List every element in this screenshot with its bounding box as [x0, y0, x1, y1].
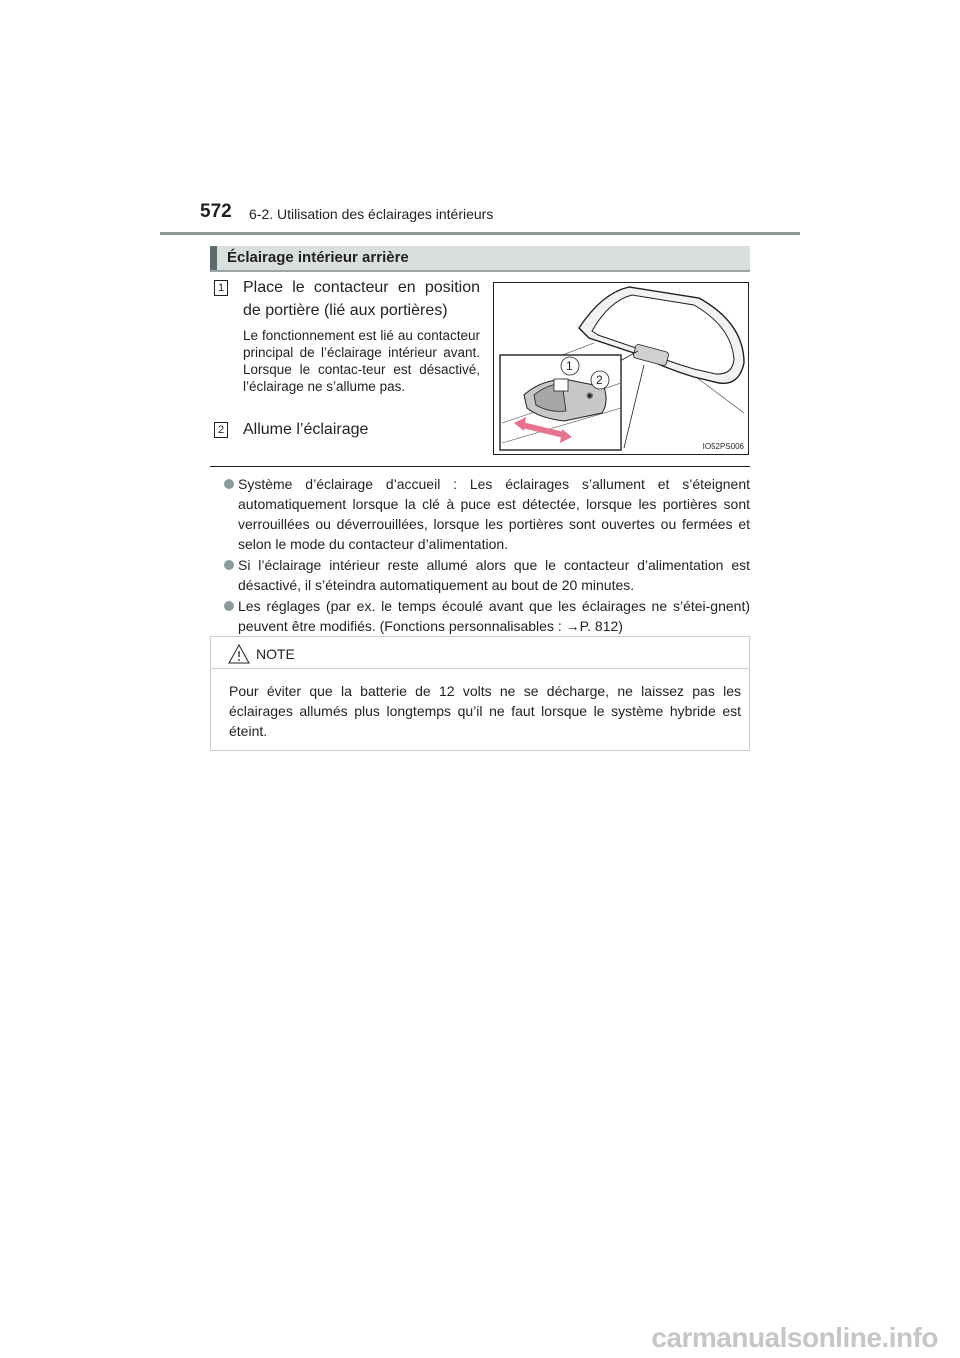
- callout-1: 1: [566, 359, 573, 373]
- note-header: [211, 637, 749, 669]
- bullet-text: Si l’éclairage intérieur reste allumé alors que le contacteur d’alimentation est désactivé, il s’éteindra automatiquement au bout de 20 minutes.: [238, 557, 750, 593]
- page-number: 572: [200, 201, 232, 222]
- bullet-dot-icon: [224, 479, 234, 489]
- rear-interior-light-drawing: [494, 283, 748, 454]
- bullet-text: Système d’éclairage d’accueil : Les éclairages s’allument et s’éteignent automatiquement lorsque la clé à puce est détectée, lorsque les portières sont verrouillées ou déverrouillées, lorsque les portières sont ouvertes ou fermées et selon le mode du contacteur d’alimentation.: [238, 476, 750, 552]
- item-2-title: Allume l’éclairage: [243, 421, 369, 438]
- header-rule: [160, 232, 800, 235]
- bullet-welcome-lighting: [224, 474, 750, 554]
- note-label: NOTE: [256, 646, 295, 662]
- heading-text: Éclairage intérieur arrière: [227, 249, 409, 266]
- item-1-number: 1: [214, 280, 228, 296]
- watermark: carmanualsonline.info: [651, 1322, 938, 1353]
- bullet-dot-icon: [224, 601, 234, 611]
- note-text: Pour éviter que la batterie de 12 volts ne se décharge, ne laissez pas les éclairages allumés plus longtemps qu’il ne faut lorsque le système hybride est éteint.: [229, 683, 741, 739]
- callout-2: 2: [596, 373, 603, 387]
- item-1-description: Le fonctionnement est lié au contacteur principal de l’éclairage intérieur avant. Lorsque le contac-teur est désactivé, l’éclairage ne s’allume pas.: [243, 328, 480, 394]
- divider: [210, 466, 750, 467]
- bullet-text: Les réglages (par ex. le temps écoulé avant que les éclairages ne s’étei-gnent) peuvent être modifiés. (Fonctions personnalisables : →P. 812): [238, 598, 750, 634]
- rear-interior-light-illustration: [493, 282, 749, 455]
- bullet-dot-icon: [224, 560, 234, 570]
- item-1-title: Place le contacteur en position de portière (lié aux portières): [243, 279, 480, 319]
- note-box: [210, 636, 750, 751]
- bullet-auto-off: [224, 555, 750, 595]
- bullet-customization: [224, 596, 750, 636]
- section-heading: [210, 246, 750, 272]
- heading-accent: [210, 246, 217, 270]
- illustration-code: IO52PS006: [702, 442, 744, 451]
- svg-text:✺: ✺: [586, 392, 594, 402]
- warning-triangle-icon: [228, 644, 250, 664]
- section-title: 6-2. Utilisation des éclairages intérieurs: [249, 206, 494, 222]
- item-2-number: 2: [214, 422, 228, 438]
